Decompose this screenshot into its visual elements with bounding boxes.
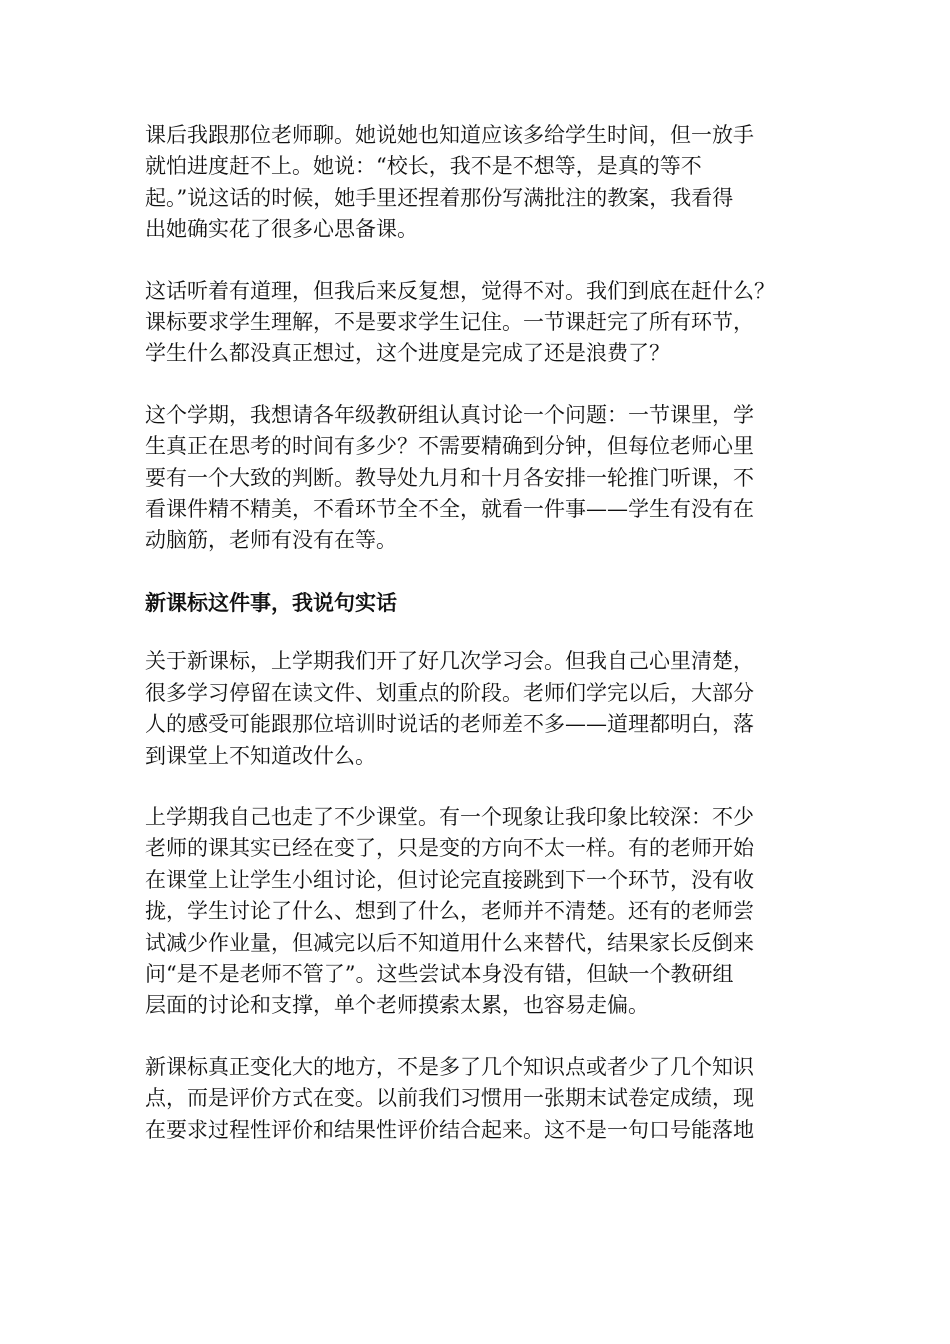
text-line: 起。”说这话的时候，她手里还捏着那份写满批注的教案，我看得 [145,185,734,210]
text-line: 看课件精不精美，不看环节全不全，就看一件事——学生有没有在 [145,497,754,522]
paragraph-new-curriculum-study [145,646,807,772]
text-line: 动脑筋，老师有没有在等。 [145,528,397,553]
paragraph-evaluation-change [145,1052,807,1146]
text-line: 很多学习停留在读文件、划重点的阶段。老师们学完以后，大部分 [145,680,754,705]
text-line: 这个学期，我想请各年级教研组认真讨论一个问题：一节课里，学 [145,402,754,427]
text-line: 新课标真正变化大的地方，不是多了几个知识点或者少了几个知识 [145,1054,754,1079]
text-line: 出她确实花了很多心思备课。 [145,217,418,242]
paragraph-reflection [145,276,807,370]
text-line: 老师的课其实已经在变了，只是变的方向不太一样。有的老师开始 [145,836,754,861]
text-line: 这话听着有道理，但我后来反复想，觉得不对。我们到底在赶什么？ [145,278,775,303]
section-heading: 新课标这件事，我说句实话 [145,589,397,615]
text-line: 问“是不是老师不管了”。这些尝试本身没有错，但缺一个教研组 [145,961,734,986]
text-line: 到课堂上不知道改什么。 [145,743,376,768]
text-line: 人的感受可能跟那位培训时说话的老师差不多——道理都明白，落 [145,712,754,737]
paragraph-semester-plan [145,400,807,557]
text-line: 试减少作业量，但减完以后不知道用什么来替代，结果家长反倒来 [145,930,754,955]
text-line: 拢，学生讨论了什么、想到了什么，老师并不清楚。还有的老师尝 [145,899,754,924]
text-line: 要有一个大致的判断。教导处九月和十月各安排一轮推门听课，不 [145,465,754,490]
text-line: 学生什么都没真正想过，这个进度是完成了还是浪费了？ [145,341,670,366]
text-line: 上学期我自己也走了不少课堂。有一个现象让我印象比较深：不少 [145,804,754,829]
document-page [145,120,807,1176]
text-line: 生真正在思考的时间有多少？不需要精确到分钟，但每位老师心里 [145,434,754,459]
text-line: 在要求过程性评价和结果性评价结合起来。这不是一句口号能落地 [145,1117,754,1142]
text-line: 课标要求学生理解，不是要求学生记住。一节课赶完了所有环节， [145,310,754,335]
paragraph-classroom-observation [145,802,807,1022]
text-line: 关于新课标，上学期我们开了好几次学习会。但我自己心里清楚， [145,649,754,674]
text-line: 课后我跟那位老师聊。她说她也知道应该多给学生时间，但一放手 [145,123,754,147]
text-line: 层面的讨论和支撑，单个老师摸索太累，也容易走偏。 [145,993,649,1018]
text-line: 在课堂上让学生小组讨论，但讨论完直接跳到下一个环节，没有收 [145,867,754,892]
text-line: 点，而是评价方式在变。以前我们习惯用一张期末试卷定成绩，现 [145,1086,754,1111]
text-line: 就怕进度赶不上。她说：“校长，我不是不想等，是真的等不 [145,154,702,179]
paragraph-teacher-conversation [145,120,807,246]
